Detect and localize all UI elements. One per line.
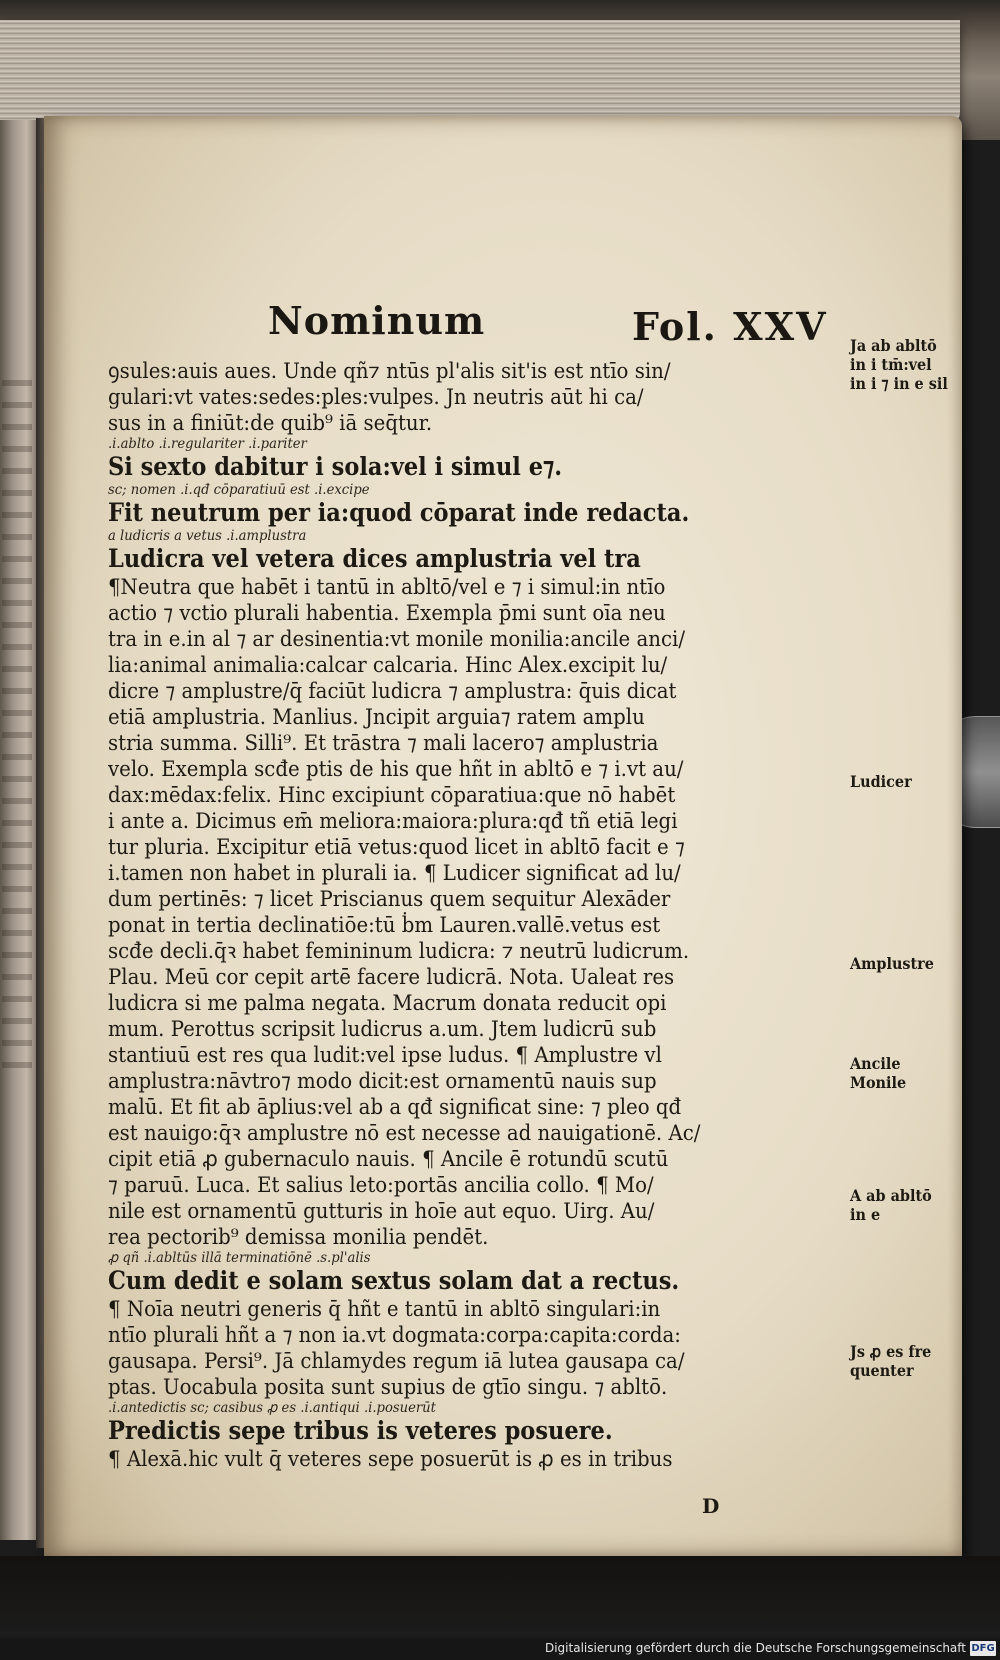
verse-line: Ludicra vel vetera dices amplustria vel tra [108,544,641,573]
text-line: velo. Exempla scđe ptis de his que hñt in abltō e ⁊ i.vt au/ [108,757,684,781]
text-line: tra in e.in al ⁊ ar desinentia:vt monile monilia:ancile anci/ [108,627,685,651]
text-line: lia:animal animalia:calcar calcaria. Hinc Alex.excipit lu/ [108,653,668,677]
text-line: dum pertinēs: ⁊ licet Priscianus quem sequitur Alexāder [108,887,671,911]
text-line: malū. Et fit ab āplius:vel ab a qđ significat sine: ⁊ pleo qđ [108,1095,682,1119]
verse-line: Fit neutrum per ia:quod cōparat inde redacta. [108,498,690,527]
book-page [44,116,962,1556]
verse-line: Si sexto dabitur i sola:vel i simul e⁊. [108,452,563,481]
text-line: etiā amplustria. Manlius. Jncipit arguia⁊ ratem amplu [108,705,645,729]
text-line: ludicra si me palma negata. Macrum donata reducit opi [108,991,667,1015]
page-stack-edges [0,20,960,130]
verse-line: Predictis sepe tribus is veteres posuere. [108,1416,613,1445]
interlinear-gloss: sc; nomen .i.qđ cōparatiuū est .i.excipe [108,482,370,498]
interlinear-gloss: a ludicris a vetus .i.amplustra [108,528,307,544]
signature-mark: D [702,1494,720,1518]
margin-note: Ja ab abltō in i tm̄:vel in i ⁊ in e sil [850,336,948,393]
verse-line: Cum dedit e solam sextus solam dat a rectus. [108,1266,680,1295]
text-line: est nauigo:q̄ꝛ amplustre nō est necesse ad nauigationē. Ac/ [108,1121,701,1145]
facing-page-text-fragment [2,380,32,1080]
margin-note: Amplustre [850,954,934,973]
text-line: ⁊ paruū. Luca. Et salius leto:portās ancilia collo. ¶ Mo/ [108,1173,654,1197]
running-head: Nominum [268,298,486,343]
folio-number: Fol. XXV [632,304,828,349]
footer-credit: Digitalisierung gefördert durch die Deutsche Forschungsgemeinschaft [544,1641,966,1655]
interlinear-gloss: .i.ablto .i.regulariter .i.pariter [108,436,307,452]
text-line: gausapa. Persi⁹. Jā chlamydes regum iā lutea gausapa ca/ [108,1349,685,1373]
text-line: stantiuū est res qua ludit:vel ipse ludus. ¶ Amplustre vl [108,1043,662,1067]
text-line: rea pectorib⁹ demissa monilia pendēt. [108,1225,489,1249]
margin-note: Js ꝓ es fre quenter [850,1342,932,1380]
main-text-block [108,358,828,1472]
text-line: tur pluria. Excipitur etiā vetus:quod licet in abltō facit e ⁊ [108,835,685,859]
text-line: ptas. Uocabula posita sunt supius de gtīo singu. ⁊ abltō. [108,1375,668,1399]
text-line: dax:mēdax:felix. Hinc excipiunt cōparatiua:que nō habēt [108,783,676,807]
margin-note: Ancile Monile [850,1054,907,1092]
text-line: mum. Perottus scripsit ludicrus a.um. Jtem ludicrū sub [108,1017,657,1041]
text-line: stria summa. Silli⁹. Et trāstra ⁊ mali lacero⁊ amplustria [108,731,659,755]
text-line: ¶ Alexā.hic vult q̄ veteres sepe posuerūt is ꝓ es in tribus [108,1447,673,1471]
interlinear-gloss: ꝓ qñ .i.abltūs illā terminatiōnē .s.pl'alis [108,1250,371,1266]
interlinear-gloss: .i.antedictis sc; casibus ꝓ es .i.antiqui .i.posuerūt [108,1400,436,1416]
text-line: i.tamen non habet in plurali ia. ¶ Ludicer significat ad lu/ [108,861,681,885]
text-line: sus in a finiūt:de quib⁹ iā seq̄tur. [108,411,433,435]
background-below-book [0,1556,1000,1638]
text-line: Plau. Meū cor cepit artē facere ludicrā. Nota. Ualeat res [108,965,675,989]
text-line: amplustra:nāvtro⁊ modo dicit:est ornamentū nauis sup [108,1069,657,1093]
text-line: ꝯsules:auis aues. Unde qñ⁊ ntūs pl'alis sit'is est ntīo sin/ [108,359,671,383]
text-line: ¶ Noīa neutri generis q̄ hñt e tantū in abltō singulari:in [108,1297,661,1321]
margin-note: A ab abltō in e [850,1186,932,1224]
text-line: i ante a. Dicimus em̄ meliora:maiora:plura:qđ tñ etiā legi [108,809,678,833]
text-line: actio ⁊ vctio plurali habentia. Exempla p̄mi sunt oīa neu [108,601,666,625]
facing-page-edge [0,120,38,1540]
text-line: scđe decli.q̄ꝛ habet femininum ludicra: ⁊ neutrū ludicrum. [108,939,690,963]
text-line: dicre ⁊ amplustre/q̄ faciūt ludicra ⁊ amplustra: q̄uis dicat [108,679,677,703]
text-line: ponat in tertia declinatiōe:tū ḃm Lauren.vallē.vetus est [108,913,661,937]
dfg-logo: DFG [971,1643,995,1654]
text-line: ntīo plurali hñt a ⁊ non ia.vt dogmata:corpa:capita:corda: [108,1323,681,1347]
margin-note: Ludicer [850,772,912,791]
footer-bar [0,1638,1000,1660]
text-line: nile est ornamentū gutturis in hoīe aut equo. Uirg. Au/ [108,1199,655,1223]
text-line: ¶Neutra que habēt i tantū in abltō/vel e ⁊ i simul:in ntīo [108,575,666,599]
text-line: gulari:vt vates:sedes:ples:vulpes. Jn neutris aūt hi ca/ [108,385,644,409]
text-line: cipit etiā ꝓ gubernaculo nauis. ¶ Ancile ē rotundū scutū [108,1147,669,1171]
